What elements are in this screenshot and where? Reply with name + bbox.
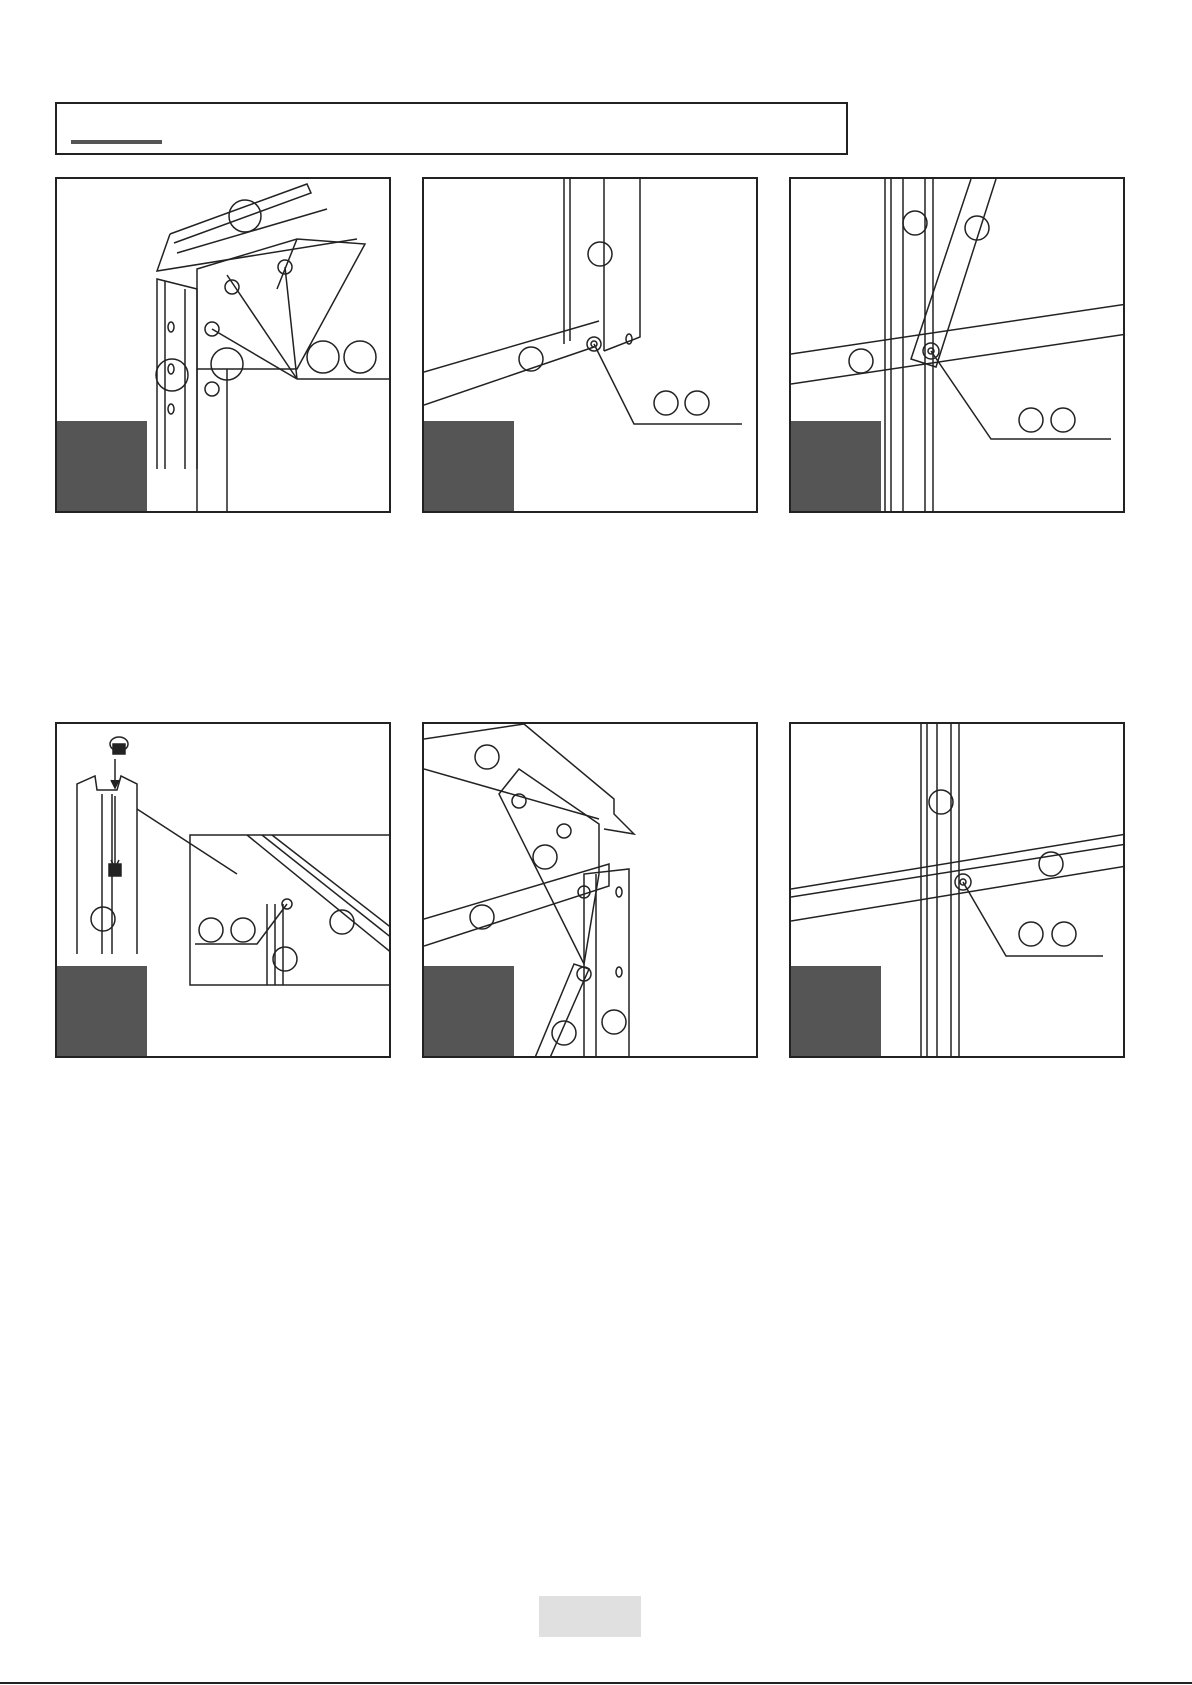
panel-bottom-middle: [422, 722, 758, 1058]
panel-bottom-right: [789, 722, 1125, 1058]
step-number-block: [424, 421, 514, 511]
header-box: [55, 102, 848, 155]
panel-top-middle: [422, 177, 758, 513]
step-number-block: [424, 966, 514, 1056]
step-number-block: [791, 421, 881, 511]
panel-top-left: [55, 177, 391, 513]
panel-bottom-left: [55, 722, 391, 1058]
step-number-block: [57, 421, 147, 511]
header-underline: [71, 140, 162, 144]
footer-rule: [0, 1682, 1192, 1684]
step-number-block: [791, 966, 881, 1056]
step-number-block: [57, 966, 147, 1056]
panel-top-right: [789, 177, 1125, 513]
page-number-box: [539, 1596, 641, 1637]
